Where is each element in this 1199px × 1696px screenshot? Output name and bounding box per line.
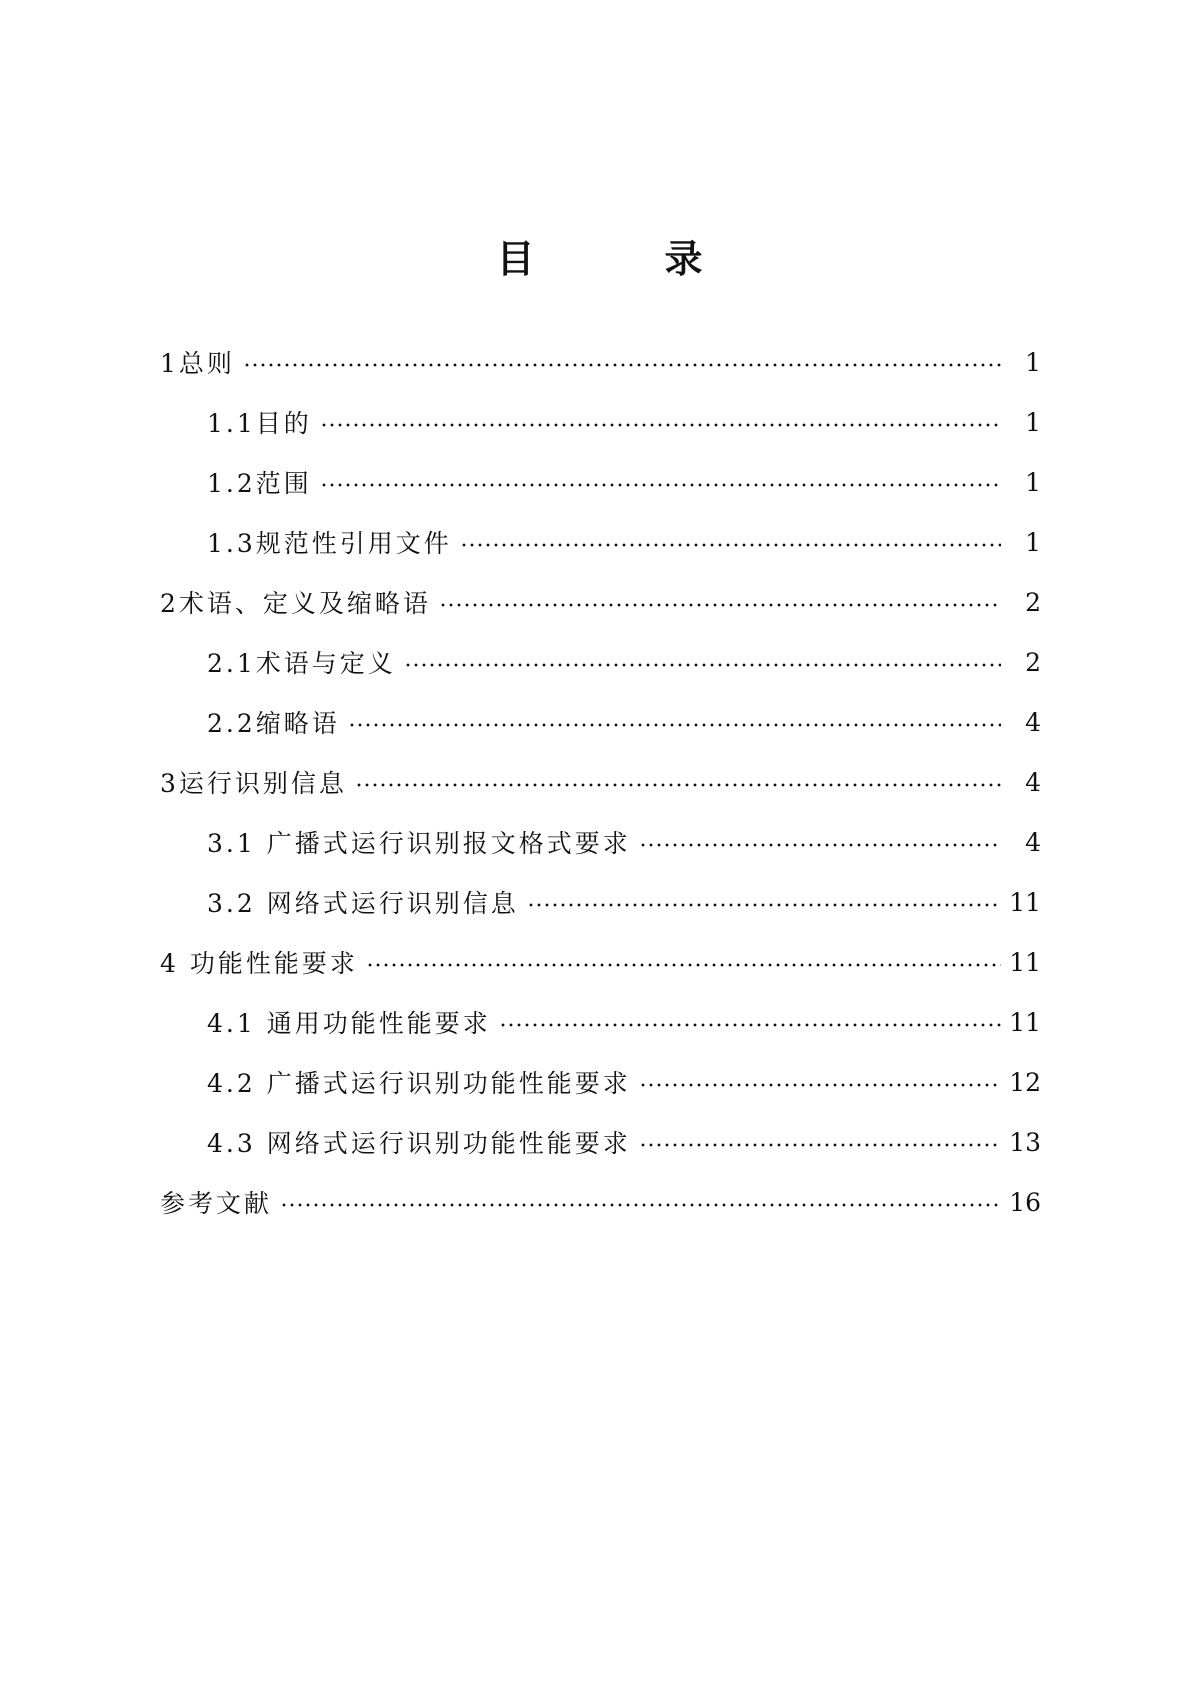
toc-entry-label: 3运行识别信息 [160,769,347,798]
toc-entry-page: 2 [1025,587,1041,617]
dot-leader [639,1083,1001,1087]
toc-entry-page: 11 [1009,887,1041,917]
toc-entry-label: 2术语、定义及缩略语 [160,589,431,618]
toc-entry[interactable] [0,1052,1199,1112]
toc-entry-page: 12 [1009,1067,1041,1097]
toc-entry-label: 4.2 广播式运行识别功能性能要求 [207,1069,631,1098]
toc-entry[interactable] [0,512,1199,572]
toc-entry[interactable] [0,572,1199,632]
toc-entry-page: 4 [1025,707,1041,737]
toc-entry-label: 1.3规范性引用文件 [207,529,452,558]
dot-leader [639,1143,1001,1147]
dot-leader [348,723,1001,727]
dot-leader [460,543,1001,547]
title-char-2: 录 [664,237,703,281]
dot-leader [355,783,1001,787]
toc-entry[interactable] [0,932,1199,992]
toc-entry-label: 1.1目的 [207,409,312,438]
toc-entry-label: 4.3 网络式运行识别功能性能要求 [207,1129,631,1158]
toc-entry-label: 2.2缩略语 [207,709,340,738]
toc-entry[interactable] [0,632,1199,692]
table-of-contents [0,332,1199,1232]
toc-entry-label: 1总则 [160,349,235,378]
toc-entry-page: 1 [1025,407,1041,437]
page-title [0,228,1199,283]
toc-entry-page: 11 [1009,947,1041,977]
dot-leader [320,483,1001,487]
toc-entry-label: 4.1 通用功能性能要求 [207,1009,491,1038]
dot-leader [243,363,1001,367]
toc-entry-page: 1 [1025,347,1041,377]
dot-leader [280,1203,1001,1207]
toc-entry[interactable] [0,392,1199,452]
toc-entry[interactable] [0,992,1199,1052]
toc-entry-label: 4 功能性能要求 [160,949,358,978]
dot-leader [404,663,1001,667]
toc-entry-page: 2 [1025,647,1041,677]
toc-entry-page: 13 [1009,1127,1041,1157]
toc-entry[interactable] [0,1112,1199,1172]
dot-leader [639,843,1001,847]
toc-entry[interactable] [0,812,1199,872]
toc-entry-label: 1.2范围 [207,469,312,498]
toc-entry[interactable] [0,692,1199,752]
toc-entry-page: 4 [1025,827,1041,857]
dot-leader [499,1023,1001,1027]
dot-leader [439,603,1001,607]
toc-entry-page: 4 [1025,767,1041,797]
dot-leader [366,963,1001,967]
dot-leader [527,903,1001,907]
toc-entry[interactable] [0,452,1199,512]
toc-entry-label: 参考文献 [160,1189,273,1218]
toc-entry[interactable] [0,332,1199,392]
toc-entry[interactable] [0,752,1199,812]
toc-entry[interactable] [0,1172,1199,1232]
toc-entry-page: 11 [1009,1007,1041,1037]
title-char-1: 目 [496,237,535,281]
toc-entry-page: 1 [1025,527,1041,557]
toc-entry[interactable] [0,872,1199,932]
dot-leader [320,423,1001,427]
toc-entry-page: 16 [1009,1187,1041,1217]
toc-entry-page: 1 [1025,467,1041,497]
toc-entry-label: 3.2 网络式运行识别信息 [207,889,519,918]
toc-entry-label: 2.1术语与定义 [207,649,396,678]
toc-entry-label: 3.1 广播式运行识别报文格式要求 [207,829,631,858]
